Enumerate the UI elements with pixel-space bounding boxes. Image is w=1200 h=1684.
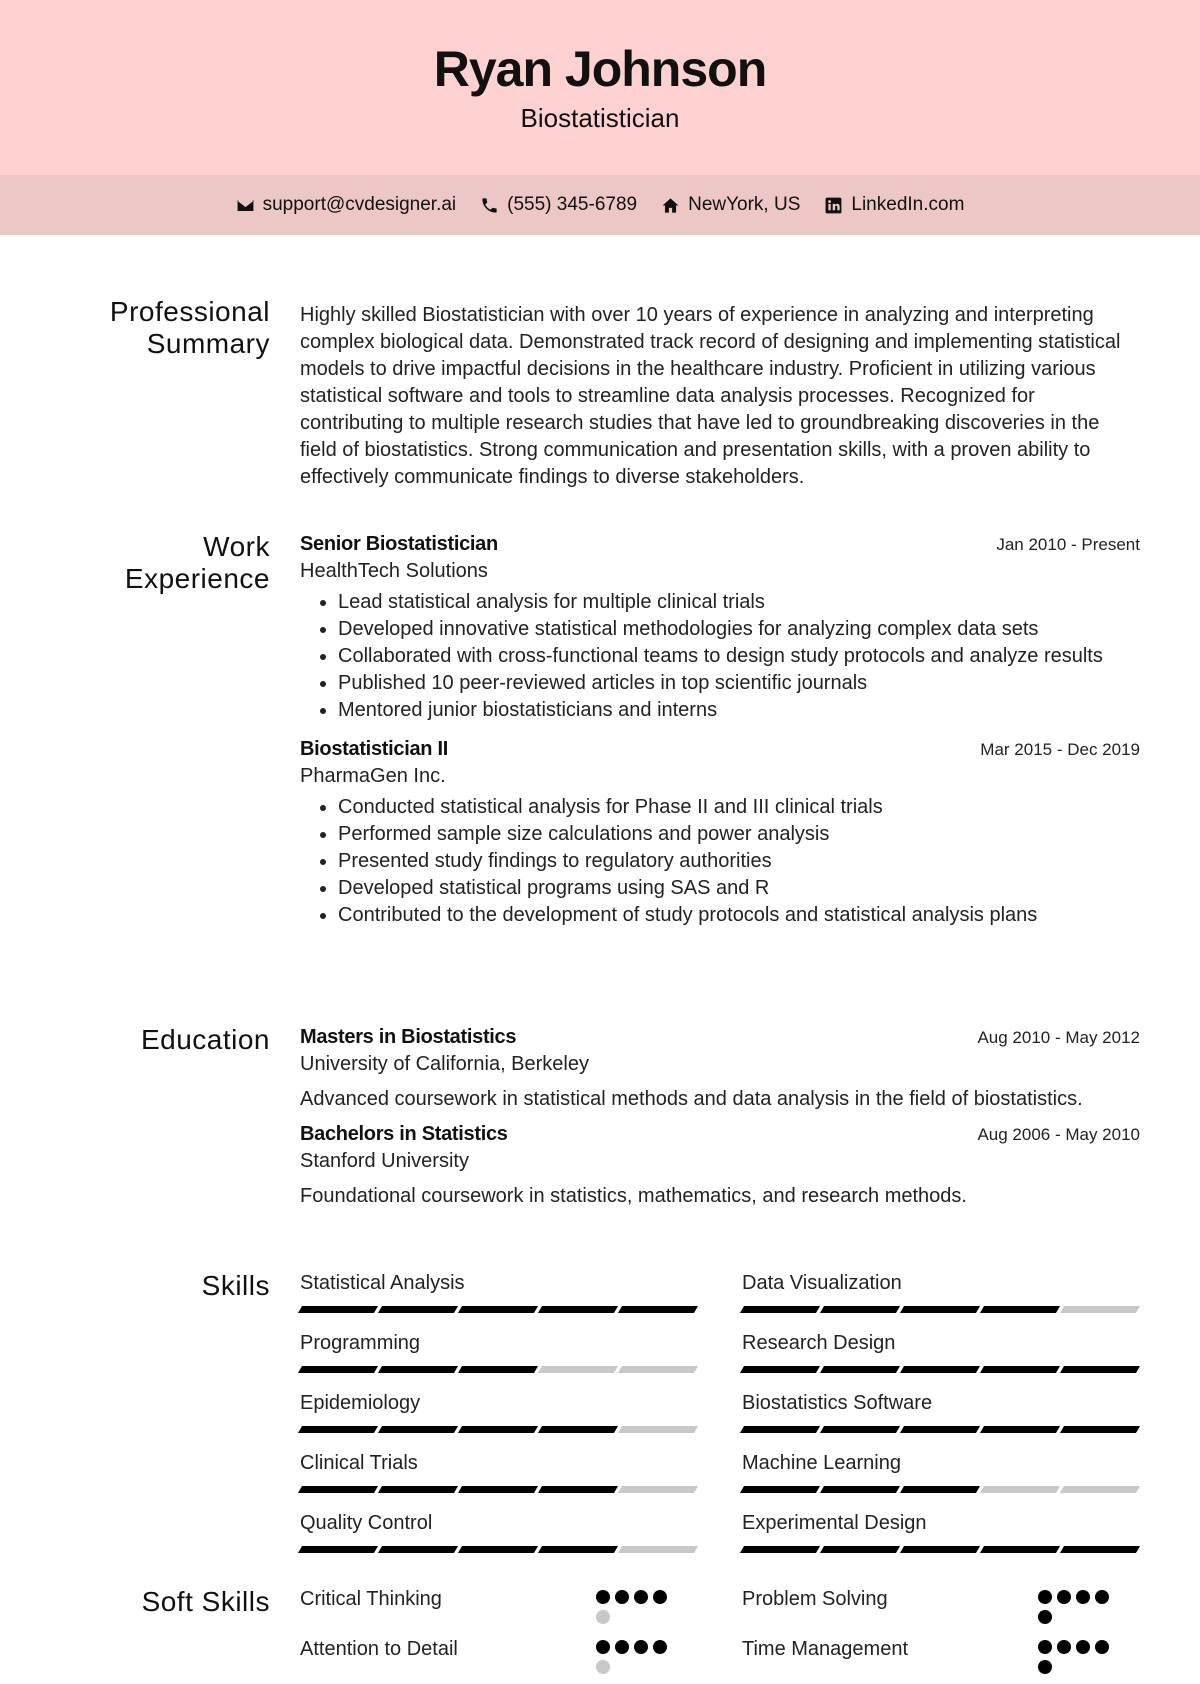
- bullet-item: • Contributed to the development of study protocols and statistical analysis plans: [338, 902, 1140, 929]
- skill-level-segment: [820, 1366, 900, 1373]
- skill-level-segment: [1060, 1546, 1140, 1553]
- rating-dot: [634, 1590, 648, 1604]
- job-bullets: [300, 794, 1140, 929]
- skill-name: Statistical Analysis: [300, 1272, 465, 1294]
- skill-level-segment: [900, 1306, 980, 1313]
- skill-level-segment: [980, 1426, 1060, 1433]
- skill-name: Research Design: [742, 1332, 896, 1354]
- skill-level-segment: [538, 1306, 618, 1313]
- school-name: University of California, Berkeley: [300, 1053, 589, 1075]
- skill-level-segment: [618, 1486, 698, 1493]
- skill-level-segment: [740, 1306, 820, 1313]
- skill-name: Biostatistics Software: [742, 1392, 933, 1414]
- skill-item: [300, 1272, 696, 1313]
- skill-level-segment: [740, 1426, 820, 1433]
- job-bullets: [300, 589, 1140, 724]
- skill-level-bar: [742, 1546, 1138, 1553]
- skill-level-bar: [300, 1546, 696, 1553]
- skill-name: Epidemiology: [300, 1392, 421, 1414]
- job-title: Senior Biostatistician: [300, 533, 498, 555]
- rating-dot: [1057, 1590, 1071, 1604]
- skill-level-bar: [300, 1486, 696, 1493]
- education-date: Aug 2010 - May 2012: [977, 1028, 1140, 1047]
- skill-level-segment: [900, 1366, 980, 1373]
- soft-skill-rating: [596, 1640, 676, 1674]
- soft-skill-item: [300, 1586, 696, 1624]
- skill-level-segment: [618, 1546, 698, 1553]
- soft-skills-heading: Soft Skills: [141, 1586, 270, 1617]
- contact-phone[interactable]: [480, 194, 637, 216]
- skill-level-segment: [378, 1486, 458, 1493]
- soft-skill-item: [300, 1636, 696, 1674]
- linkedin-icon: [824, 196, 843, 215]
- skill-level-segment: [618, 1426, 698, 1433]
- soft-skill-rating: [1038, 1590, 1118, 1624]
- skill-level-bar: [300, 1306, 696, 1313]
- skill-level-segment: [740, 1366, 820, 1373]
- skill-level-segment: [820, 1306, 900, 1313]
- rating-dot: [615, 1640, 629, 1654]
- skill-level-segment: [538, 1426, 618, 1433]
- degree-title: Masters in Biostatistics: [300, 1026, 517, 1048]
- skill-name: Clinical Trials: [300, 1452, 418, 1474]
- education-entry: [300, 1026, 1140, 1111]
- skill-level-segment: [980, 1366, 1060, 1373]
- job-date: Jan 2010 - Present: [996, 535, 1140, 554]
- skill-level-segment: [298, 1486, 378, 1493]
- rating-dot: [1038, 1590, 1052, 1604]
- skill-level-segment: [740, 1486, 820, 1493]
- rating-dot: [1076, 1590, 1090, 1604]
- skill-level-segment: [458, 1366, 538, 1373]
- job-company: PharmaGen Inc.: [300, 765, 446, 787]
- bullet-item: • Presented study findings to regulatory authorities: [338, 848, 1140, 875]
- resume-header: [0, 0, 1200, 175]
- rating-dot: [1095, 1590, 1109, 1604]
- linkedin-text: LinkedIn.com: [851, 194, 965, 215]
- contact-email[interactable]: [236, 194, 457, 216]
- education-entry: [300, 1123, 1140, 1208]
- summary-heading: Professional Summary: [109, 296, 270, 359]
- school-name: Stanford University: [300, 1150, 469, 1172]
- contact-linkedin[interactable]: [824, 194, 964, 216]
- degree-title: Bachelors in Statistics: [300, 1123, 508, 1145]
- rating-dot: [615, 1590, 629, 1604]
- skill-item: [742, 1332, 1138, 1373]
- soft-skill-name: Time Management: [742, 1638, 908, 1660]
- home-icon: [661, 196, 680, 215]
- soft-skill-name: Attention to Detail: [300, 1638, 458, 1660]
- skill-level-segment: [1060, 1306, 1140, 1313]
- experience-heading: Work Experience: [124, 531, 270, 594]
- skill-level-segment: [378, 1426, 458, 1433]
- education-heading: Education: [140, 1024, 270, 1055]
- bullet-item: • Conducted statistical analysis for Phase II and III clinical trials: [338, 794, 1140, 821]
- phone-icon: [480, 196, 499, 215]
- education-description: Advanced coursework in statistical methods and data analysis in the field of biostatistics.: [300, 1088, 1083, 1110]
- skill-level-segment: [900, 1486, 980, 1493]
- skill-item: [742, 1452, 1138, 1493]
- rating-dot: [653, 1640, 667, 1654]
- skill-level-segment: [820, 1486, 900, 1493]
- skill-level-segment: [458, 1546, 538, 1553]
- skill-level-bar: [742, 1486, 1138, 1493]
- location-text: NewYork, US: [688, 194, 801, 215]
- soft-skill-name: Problem Solving: [742, 1588, 888, 1610]
- rating-dot: [1057, 1640, 1071, 1654]
- skill-level-segment: [458, 1486, 538, 1493]
- skill-item: [300, 1512, 696, 1553]
- skill-level-segment: [980, 1486, 1060, 1493]
- skill-item: [742, 1512, 1138, 1553]
- soft-skill-item: [742, 1586, 1138, 1624]
- skill-item: [742, 1272, 1138, 1313]
- skill-level-segment: [298, 1426, 378, 1433]
- skill-item: [742, 1392, 1138, 1433]
- skill-level-bar: [300, 1426, 696, 1433]
- skill-name: Quality Control: [300, 1512, 433, 1534]
- skill-name: Experimental Design: [742, 1512, 927, 1534]
- bullet-item: • Published 10 peer-reviewed articles in top scientific journals: [338, 670, 1140, 697]
- skill-level-segment: [378, 1546, 458, 1553]
- candidate-title: Biostatistician: [520, 103, 680, 133]
- bullet-item: • Collaborated with cross-functional teams to design study protocols and analyze results: [338, 643, 1140, 670]
- soft-skills-grid: [300, 1586, 1140, 1674]
- phone-text: (555) 345-6789: [507, 194, 638, 215]
- job-entry: [300, 738, 1140, 929]
- skill-level-segment: [378, 1306, 458, 1313]
- skill-level-segment: [1060, 1426, 1140, 1433]
- skills-grid: [300, 1272, 1140, 1553]
- skill-level-segment: [538, 1486, 618, 1493]
- rating-dot: [596, 1660, 610, 1674]
- skill-level-bar: [742, 1366, 1138, 1373]
- skill-level-segment: [298, 1546, 378, 1553]
- skill-level-segment: [538, 1366, 618, 1373]
- soft-skill-rating: [596, 1590, 676, 1624]
- skill-level-segment: [1060, 1486, 1140, 1493]
- rating-dot: [634, 1640, 648, 1654]
- skill-level-segment: [538, 1546, 618, 1553]
- summary-text: Highly skilled Biostatistician with over 10 years of experience in analyzing and interpreting complex biological data. Demonstrated track record of designing and implementing statistical models to drive impactful decisions in the healthcare industry. Proficient in utilizing various statistical software and tools to streamline data analysis processes. Recognized for contributing to multiple research studies that have led to groundbreaking discoveries in the field of biostatistics. Strong communication and presentation skills, with a proven ability to effectively communicate findings to diverse stakeholders.: [300, 304, 1121, 488]
- rating-dot: [1038, 1640, 1052, 1654]
- soft-skill-item: [742, 1636, 1138, 1674]
- skill-level-segment: [740, 1546, 820, 1553]
- rating-dot: [596, 1590, 610, 1604]
- skill-name: Data Visualization: [742, 1272, 902, 1294]
- skill-item: [300, 1392, 696, 1433]
- rating-dot: [596, 1640, 610, 1654]
- soft-skill-rating: [1038, 1640, 1118, 1674]
- envelope-icon: [236, 196, 255, 215]
- skill-level-segment: [820, 1426, 900, 1433]
- skill-name: Machine Learning: [742, 1452, 901, 1474]
- job-company: HealthTech Solutions: [300, 560, 488, 582]
- skill-level-segment: [298, 1366, 378, 1373]
- rating-dot: [653, 1590, 667, 1604]
- contact-bar: [0, 175, 1200, 235]
- skill-level-segment: [618, 1366, 698, 1373]
- skill-item: [300, 1332, 696, 1373]
- skill-level-segment: [378, 1366, 458, 1373]
- bullet-item: • Mentored junior biostatisticians and interns: [338, 697, 1140, 724]
- skill-item: [300, 1452, 696, 1493]
- skill-level-bar: [300, 1366, 696, 1373]
- contact-location: [661, 194, 800, 216]
- rating-dot: [1076, 1640, 1090, 1654]
- bullet-item: • Developed innovative statistical methodologies for analyzing complex data sets: [338, 616, 1140, 643]
- bullet-item: • Developed statistical programs using SAS and R: [338, 875, 1140, 902]
- skill-level-segment: [900, 1546, 980, 1553]
- rating-dot: [596, 1610, 610, 1624]
- skill-level-segment: [820, 1546, 900, 1553]
- bullet-item: • Performed sample size calculations and power analysis: [338, 821, 1140, 848]
- email-text: support@cvdesigner.ai: [262, 194, 457, 215]
- soft-skill-name: Critical Thinking: [300, 1588, 442, 1610]
- skill-level-segment: [900, 1426, 980, 1433]
- rating-dot: [1038, 1610, 1052, 1624]
- skill-level-bar: [742, 1306, 1138, 1313]
- education-description: Foundational coursework in statistics, mathematics, and research methods.: [300, 1185, 967, 1207]
- skill-level-segment: [458, 1426, 538, 1433]
- skill-level-bar: [742, 1426, 1138, 1433]
- job-entry: [300, 533, 1140, 724]
- skill-level-segment: [298, 1306, 378, 1313]
- skill-level-segment: [980, 1306, 1060, 1313]
- job-date: Mar 2015 - Dec 2019: [980, 740, 1140, 759]
- education-date: Aug 2006 - May 2010: [977, 1125, 1140, 1144]
- candidate-name: Ryan Johnson: [433, 41, 767, 97]
- skill-level-segment: [618, 1306, 698, 1313]
- job-title: Biostatistician II: [300, 738, 448, 760]
- rating-dot: [1095, 1640, 1109, 1654]
- skill-level-segment: [980, 1546, 1060, 1553]
- skills-heading: Skills: [201, 1270, 270, 1301]
- skill-level-segment: [1060, 1366, 1140, 1373]
- skill-level-segment: [458, 1306, 538, 1313]
- rating-dot: [1038, 1660, 1052, 1674]
- bullet-item: • Lead statistical analysis for multiple clinical trials: [338, 589, 1140, 616]
- skill-name: Programming: [300, 1332, 421, 1354]
